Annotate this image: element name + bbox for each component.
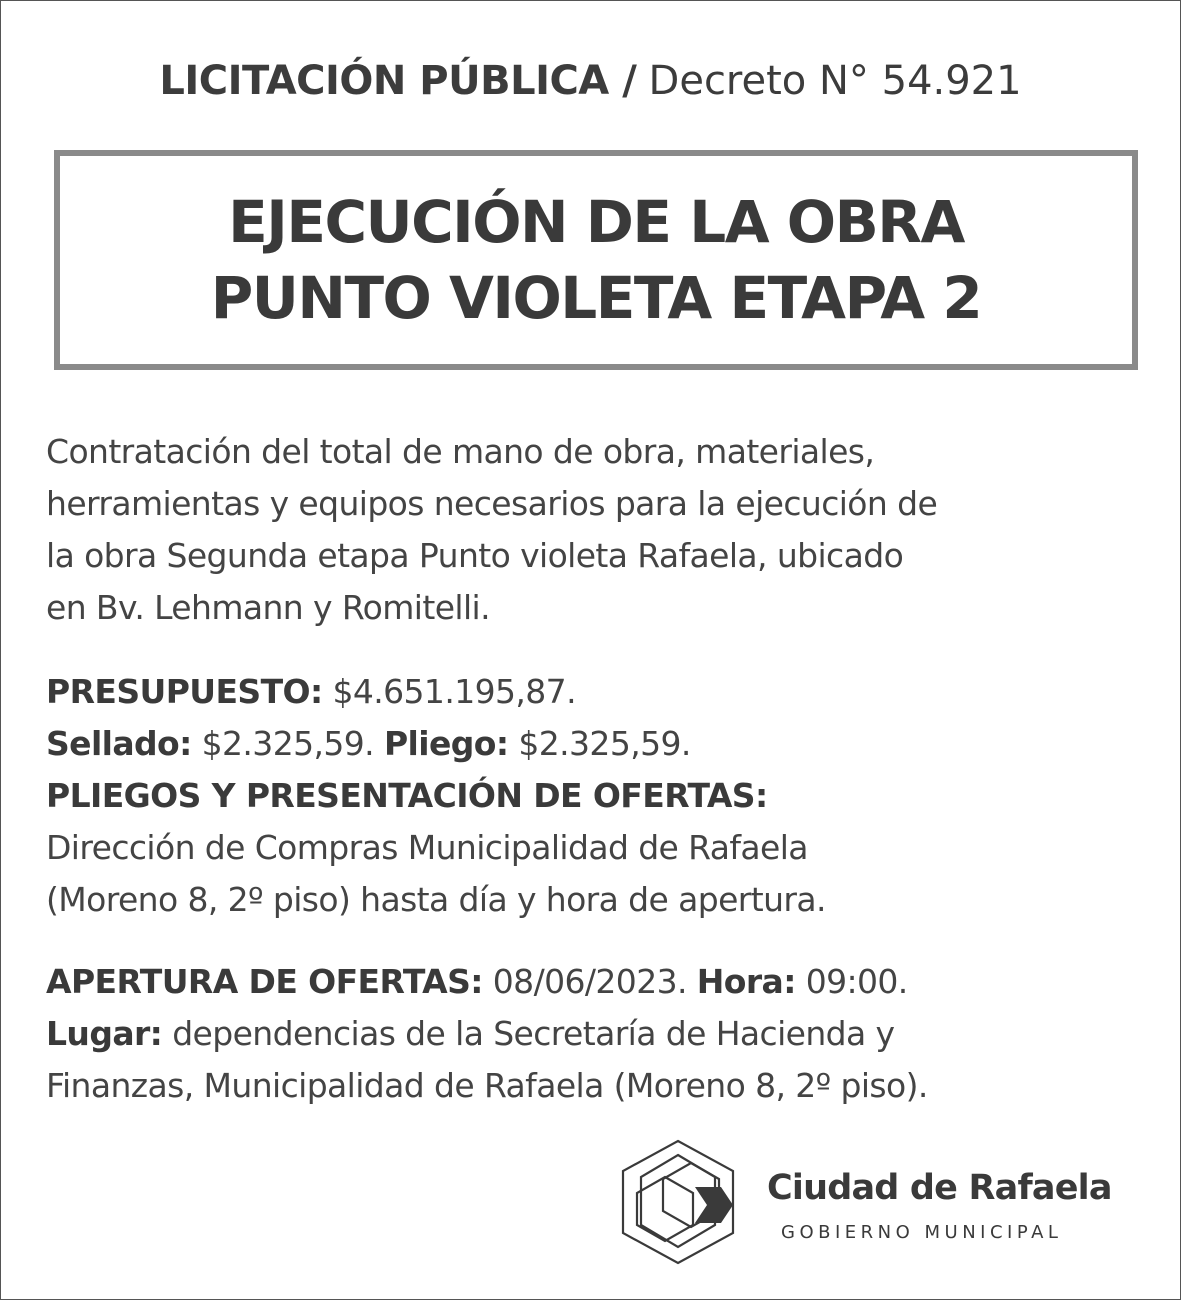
budget-label: PRESUPUESTO:: [46, 672, 323, 711]
pliego-value: $2.325,59.: [518, 724, 691, 763]
fees-line: [46, 718, 826, 770]
city-logo: [611, 1133, 1111, 1273]
sellado-label: Sellado:: [46, 724, 192, 763]
place-line-2: Finanzas, Municipalidad de Rafaela (Moreno 8, 2º piso).: [46, 1066, 928, 1105]
opening-label: APERTURA DE OFERTAS:: [46, 962, 483, 1001]
place-line-1: [46, 1008, 928, 1060]
offers-label: PLIEGOS Y PRESENTACIÓN DE OFERTAS:: [46, 776, 768, 815]
description-line-1: Contratación del total de mano de obra, materiales,: [46, 432, 875, 471]
opening-hour: 09:00.: [805, 962, 908, 1001]
costs-section: [46, 666, 826, 926]
logo-subtitle: GOBIERNO MUNICIPAL: [781, 1222, 1063, 1243]
budget-value: $4.651.195,87.: [332, 672, 576, 711]
pliego-label: Pliego:: [383, 724, 509, 763]
hexagon-emblem-icon: [611, 1133, 746, 1273]
description-line-3: la obra Segunda etapa Punto violeta Rafaela, ubicado: [46, 536, 904, 575]
offers-label-line: [46, 770, 826, 822]
sellado-value: $2.325,59.: [201, 724, 375, 763]
offers-line-2: (Moreno 8, 2º piso) hasta día y hora de apertura.: [46, 880, 826, 919]
offers-line-1: Dirección de Compras Municipalidad de Rafaela: [46, 828, 808, 867]
title-line-2: PUNTO VIOLETA ETAPA 2: [210, 264, 982, 332]
logo-name: Ciudad de Rafaela: [767, 1168, 1112, 1208]
opening-line: [46, 956, 928, 1008]
description-line-2: herramientas y equipos necesarios para la ejecución de: [46, 484, 938, 523]
place-label: Lugar:: [46, 1014, 163, 1053]
place-text-1: dependencias de la Secretaría de Hacienda y: [172, 1014, 895, 1053]
decree-number: Decreto N° 54.921: [648, 58, 1022, 104]
hour-label: Hora:: [696, 962, 796, 1001]
notice-type: LICITACIÓN PÚBLICA /: [159, 58, 637, 104]
title-line-1: EJECUCIÓN DE LA OBRA: [228, 188, 964, 256]
description-line-4: en Bv. Lehmann y Romitelli.: [46, 588, 491, 627]
notice-header: [1, 53, 1180, 109]
opening-section: [46, 956, 928, 1112]
title-box: [54, 150, 1138, 370]
description: [46, 426, 937, 634]
opening-date: 08/06/2023.: [492, 962, 687, 1001]
budget-line: [46, 666, 826, 718]
